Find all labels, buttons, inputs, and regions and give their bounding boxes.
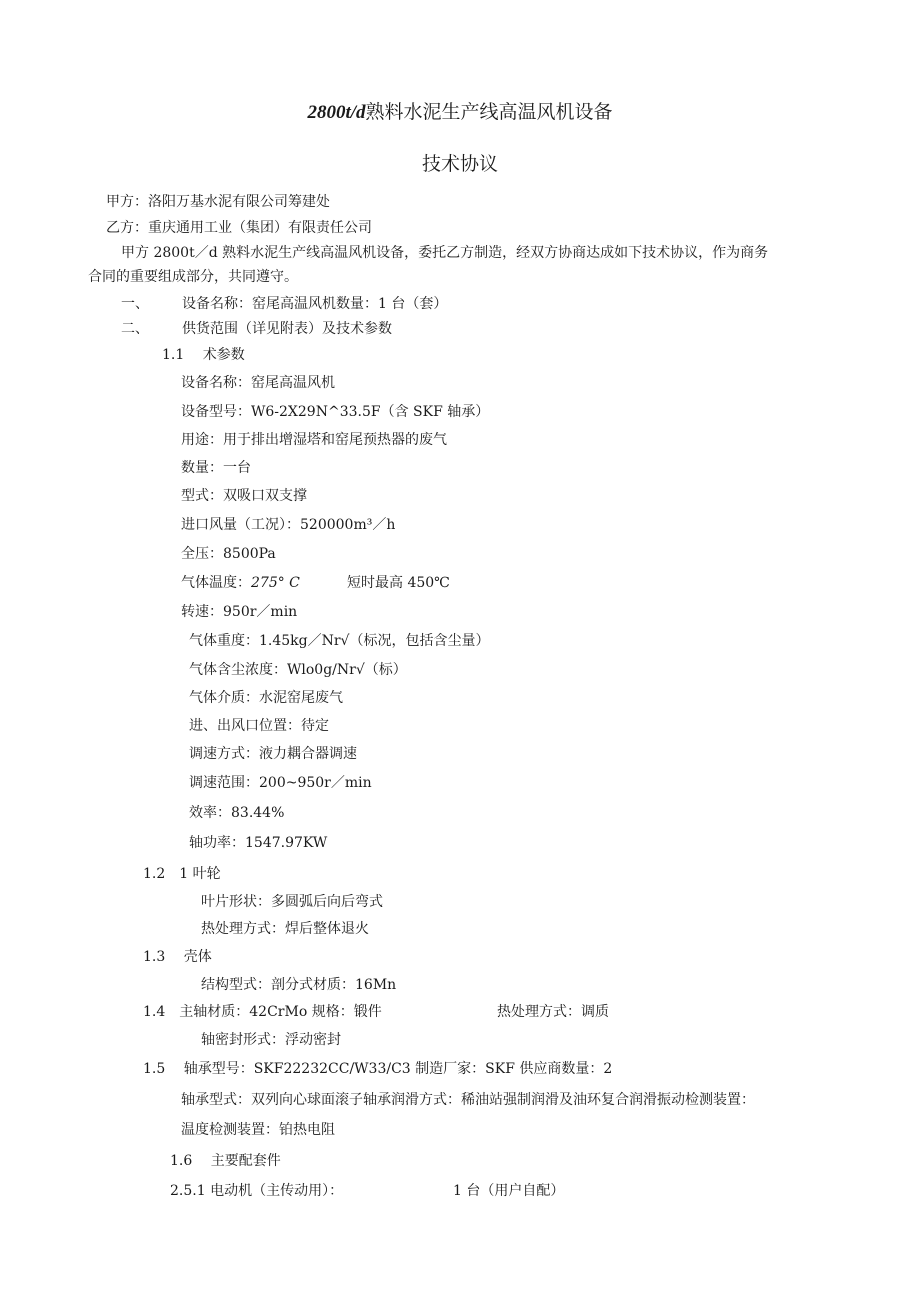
param-gas-density: 气体重度：1.45kg／Nr√（标况，包括含尘量） <box>189 633 490 649</box>
section-one-text: 设备名称：窑尾高温风机数量：1 台（套） <box>182 296 448 312</box>
impeller-blade-shape: 叶片形状：多圆弧后向后弯式 <box>201 894 383 910</box>
motor-quantity: 1 台（用户自配） <box>453 1183 565 1199</box>
param-temperature-value: 275° C <box>251 575 300 591</box>
casing-structure: 结构型式：剖分式材质：16Mn <box>201 977 397 993</box>
impeller-heat-treatment: 热处理方式：焊后整体退火 <box>201 921 369 937</box>
section-one-number: 一、 <box>121 296 149 312</box>
intro-paragraph-line-2: 合同的重要组成部分，共同遵守。 <box>88 269 298 285</box>
param-name: 设备名称：窑尾高温风机 <box>181 375 335 391</box>
party-b: 乙方：重庆通用工业（集团）有限责任公司 <box>106 220 372 236</box>
intro-paragraph-line-1: 甲方 2800t／d 熟料水泥生产线高温风机设备，委托乙方制造，经双方协商达成如下技术协议，作为商务 <box>121 245 769 261</box>
document-title <box>0 99 920 126</box>
subsection-1-5: 1.5 轴承型号：SKF22232CC/W33/C3 制造厂家：SKF 供应商数量：2 <box>143 1061 613 1077</box>
param-pressure: 全压：8500Pa <box>181 546 276 562</box>
subsection-1-3: 1.3 壳体 <box>143 949 212 965</box>
section-two-text: 供货范围（详见附表）及技术参数 <box>182 321 392 337</box>
param-temperature-max: 短时最高 450℃ <box>347 575 450 591</box>
shaft-heat-treatment: 热处理方式：调质 <box>497 1004 609 1020</box>
param-shaft-power: 轴功率：1547.97KW <box>189 835 328 851</box>
subsection-1-6: 1.6 主要配套件 <box>170 1153 281 1169</box>
party-a: 甲方：洛阳万基水泥有限公司筹建处 <box>106 194 330 210</box>
subsection-1-4: 1.4 主轴材质：42CrMo 规格：锻件 <box>143 1004 382 1020</box>
param-dust-concentration: 气体含尘浓度：Wlo0g/Nr√（标） <box>189 662 407 678</box>
section-two-number: 二、 <box>121 321 149 337</box>
param-flow: 进口风量（工况）：520000m³／h <box>181 517 396 533</box>
param-speed-control: 调速方式：液力耦合器调速 <box>189 746 357 762</box>
param-temperature-label: 气体温度： <box>181 575 251 591</box>
param-port-position: 进、出风口位置：待定 <box>189 718 329 734</box>
param-usage: 用途：用于排出增湿塔和窑尾预热器的废气 <box>181 432 447 448</box>
document-subtitle: 技术协议 <box>421 153 498 175</box>
subsection-2-5-1: 2.5.1 电动机（主传动用）： <box>170 1183 344 1199</box>
temperature-detection: 温度检测装置：铂热电阻 <box>181 1122 335 1138</box>
param-type: 型式：双吸口双支撑 <box>181 488 307 504</box>
shaft-seal-type: 轴密封形式：浮动密封 <box>201 1032 341 1048</box>
title-text: 熟料水泥生产线高温风机设备 <box>365 101 613 123</box>
param-temperature <box>181 574 300 592</box>
subsection-1-2: 1.2 1 叶轮 <box>143 866 221 882</box>
param-efficiency: 效率：83.44% <box>189 805 285 821</box>
title-number: 2800t/d <box>307 102 366 123</box>
param-model: 设备型号：W6-2X29N^33.5F（含 SKF 轴承） <box>181 404 490 420</box>
param-speed-range: 调速范围：200~950r／min <box>189 775 372 791</box>
subsection-1-1: 1.1 术参数 <box>162 347 245 363</box>
param-speed: 转速：950r／min <box>181 604 298 620</box>
param-gas-medium: 气体介质：水泥窑尾废气 <box>189 690 343 706</box>
param-quantity: 数量：一台 <box>181 460 251 476</box>
bearing-type: 轴承型式：双列向心球面滚子轴承润滑方式：稀油站强制润滑及油环复合润滑振动检测装置： <box>181 1092 755 1108</box>
